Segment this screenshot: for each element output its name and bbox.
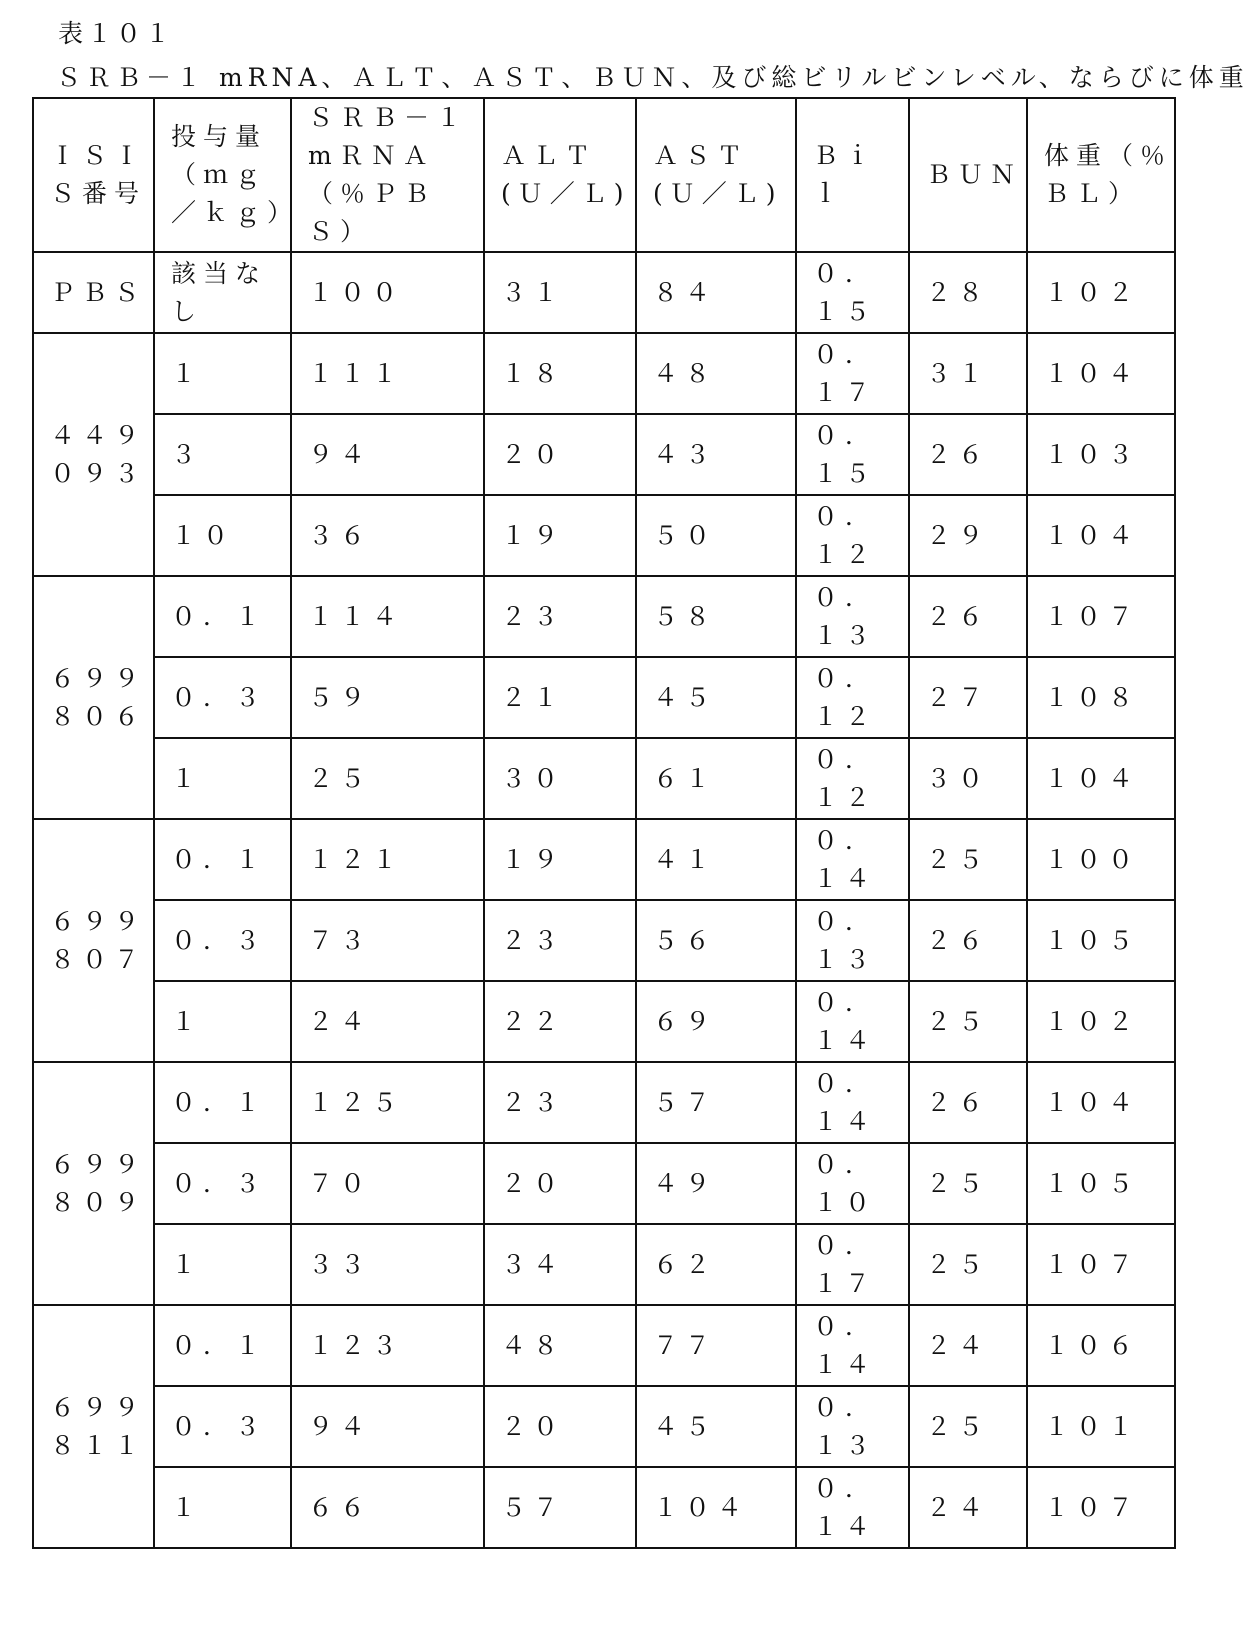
cell-body-weight: １０２ xyxy=(1027,252,1175,333)
cell-isis: ６９９８０６ xyxy=(33,576,154,819)
cell-bun: ２７ xyxy=(909,657,1027,738)
cell-body-weight: １０５ xyxy=(1027,900,1175,981)
cell-srb1-mrna: ９４ xyxy=(291,1386,484,1467)
cell-bun: ２６ xyxy=(909,900,1027,981)
cell-body-weight: １００ xyxy=(1027,819,1175,900)
cell-ast: ４８ xyxy=(636,333,796,414)
cell-srb1-mrna: ７３ xyxy=(291,900,484,981)
table-row xyxy=(33,495,1175,576)
table-row xyxy=(33,1143,1175,1224)
cell-bil: ０．１５ xyxy=(796,252,909,333)
cell-bun: ２５ xyxy=(909,1143,1027,1224)
cell-body-weight: １０４ xyxy=(1027,333,1175,414)
cell-bun: ３０ xyxy=(909,738,1027,819)
cell-isis: ＰＢＳ xyxy=(33,252,154,333)
cell-body-weight: １０２ xyxy=(1027,981,1175,1062)
cell-ast: １０４ xyxy=(636,1467,796,1548)
cell-dose: ０．１ xyxy=(154,1062,291,1143)
cell-ast: ４１ xyxy=(636,819,796,900)
cell-bil: ０．１２ xyxy=(796,738,909,819)
cell-bun: ２５ xyxy=(909,819,1027,900)
cell-bun: ２５ xyxy=(909,1224,1027,1305)
cell-ast: ５０ xyxy=(636,495,796,576)
cell-body-weight: １０６ xyxy=(1027,1305,1175,1386)
cell-ast: ４９ xyxy=(636,1143,796,1224)
table-row xyxy=(33,414,1175,495)
cell-body-weight: １０４ xyxy=(1027,1062,1175,1143)
cell-bil: ０．１４ xyxy=(796,1062,909,1143)
cell-ast: ５７ xyxy=(636,1062,796,1143)
cell-ast: ７７ xyxy=(636,1305,796,1386)
table-row xyxy=(33,576,1175,657)
cell-alt: ２３ xyxy=(484,576,636,657)
cell-alt: ４８ xyxy=(484,1305,636,1386)
cell-srb1-mrna: ３６ xyxy=(291,495,484,576)
table-body xyxy=(33,252,1175,1548)
cell-srb1-mrna: １１４ xyxy=(291,576,484,657)
cell-srb1-mrna: ７０ xyxy=(291,1143,484,1224)
table-row xyxy=(33,1467,1175,1548)
table-header xyxy=(33,98,1175,252)
cell-srb1-mrna: １００ xyxy=(291,252,484,333)
cell-dose: ０．３ xyxy=(154,900,291,981)
cell-bil: ０．１３ xyxy=(796,576,909,657)
cell-bil: ０．１４ xyxy=(796,1305,909,1386)
cell-isis: ６９９８０９ xyxy=(33,1062,154,1305)
cell-dose: ０．３ xyxy=(154,657,291,738)
cell-bun: ３１ xyxy=(909,333,1027,414)
table-number: 表１０１ xyxy=(58,19,175,48)
cell-isis: ６９９８１１ xyxy=(33,1305,154,1548)
table-row xyxy=(33,1305,1175,1386)
cell-bun: ２４ xyxy=(909,1467,1027,1548)
cell-dose: ０．１ xyxy=(154,1305,291,1386)
cell-bun: ２４ xyxy=(909,1305,1027,1386)
header-bil: Ｂｉｌ xyxy=(796,98,909,252)
cell-bil: ０．１４ xyxy=(796,1467,909,1548)
header-body-weight: 体重（％ＢＬ） xyxy=(1027,98,1175,252)
header-dose: 投与量（ｍｇ／ｋｇ） xyxy=(154,98,291,252)
cell-alt: １８ xyxy=(484,333,636,414)
cell-srb1-mrna: １２１ xyxy=(291,819,484,900)
cell-bil: ０．１２ xyxy=(796,657,909,738)
cell-alt: ５７ xyxy=(484,1467,636,1548)
cell-srb1-mrna: ２５ xyxy=(291,738,484,819)
cell-ast: ８４ xyxy=(636,252,796,333)
header-bun: ＢＵＮ xyxy=(909,98,1027,252)
cell-dose: １ xyxy=(154,738,291,819)
cell-body-weight: １０４ xyxy=(1027,495,1175,576)
cell-alt: １９ xyxy=(484,819,636,900)
cell-dose: ０．３ xyxy=(154,1386,291,1467)
cell-bil: ０．１７ xyxy=(796,333,909,414)
table-row xyxy=(33,1224,1175,1305)
cell-bun: ２５ xyxy=(909,981,1027,1062)
cell-ast: ６９ xyxy=(636,981,796,1062)
cell-srb1-mrna: ６６ xyxy=(291,1467,484,1548)
cell-srb1-mrna: ９４ xyxy=(291,414,484,495)
header-ast: ＡＳＴ(Ｕ／Ｌ) xyxy=(636,98,796,252)
cell-bil: ０．１３ xyxy=(796,1386,909,1467)
cell-alt: ２３ xyxy=(484,900,636,981)
cell-srb1-mrna: ２４ xyxy=(291,981,484,1062)
header-alt: ＡＬＴ(Ｕ／Ｌ) xyxy=(484,98,636,252)
cell-ast: ６２ xyxy=(636,1224,796,1305)
cell-srb1-mrna: １１１ xyxy=(291,333,484,414)
cell-alt: ２０ xyxy=(484,1386,636,1467)
cell-alt: ３１ xyxy=(484,252,636,333)
table-row xyxy=(33,252,1175,333)
cell-dose: １ xyxy=(154,333,291,414)
cell-alt: ３４ xyxy=(484,1224,636,1305)
cell-alt: ２３ xyxy=(484,1062,636,1143)
cell-srb1-mrna: ５９ xyxy=(291,657,484,738)
cell-dose: 該当なし xyxy=(154,252,291,333)
cell-ast: ４３ xyxy=(636,414,796,495)
cell-ast: ４５ xyxy=(636,1386,796,1467)
cell-ast: ５６ xyxy=(636,900,796,981)
cell-isis: ４４９０９３ xyxy=(33,333,154,576)
cell-body-weight: １０７ xyxy=(1027,1467,1175,1548)
cell-alt: １９ xyxy=(484,495,636,576)
cell-bun: ２９ xyxy=(909,495,1027,576)
cell-body-weight: １０７ xyxy=(1027,1224,1175,1305)
results-table xyxy=(32,97,1176,1549)
cell-body-weight: １０１ xyxy=(1027,1386,1175,1467)
cell-dose: ０．３ xyxy=(154,1143,291,1224)
cell-bil: ０．１５ xyxy=(796,414,909,495)
cell-body-weight: １０８ xyxy=(1027,657,1175,738)
header-row xyxy=(33,98,1175,252)
cell-alt: ２１ xyxy=(484,657,636,738)
header-srb1: ＳＲＢ－１ mＲＮＡ（％ＰＢＳ） xyxy=(291,98,484,252)
cell-isis: ６９９８０７ xyxy=(33,819,154,1062)
cell-dose: １ xyxy=(154,1467,291,1548)
cell-dose: ３ xyxy=(154,414,291,495)
table-row xyxy=(33,981,1175,1062)
cell-bun: ２６ xyxy=(909,1062,1027,1143)
cell-dose: ０．１ xyxy=(154,819,291,900)
cell-dose: １ xyxy=(154,1224,291,1305)
cell-alt: ２０ xyxy=(484,1143,636,1224)
table-row xyxy=(33,900,1175,981)
cell-srb1-mrna: ３３ xyxy=(291,1224,484,1305)
table-row xyxy=(33,333,1175,414)
cell-bil: ０．１４ xyxy=(796,819,909,900)
cell-ast: ５８ xyxy=(636,576,796,657)
cell-dose: １ xyxy=(154,981,291,1062)
cell-bil: ０．１０ xyxy=(796,1143,909,1224)
cell-bil: ０．１７ xyxy=(796,1224,909,1305)
cell-bil: ０．１３ xyxy=(796,900,909,981)
table-title: ＳＲＢ－１ mRNA、ＡＬＴ、ＡＳＴ、ＢＵＮ、及び総ビリルビンレベル、ならびに体重 xyxy=(56,63,1249,92)
cell-bil: ０．１４ xyxy=(796,981,909,1062)
cell-alt: ２０ xyxy=(484,414,636,495)
cell-bil: ０．１２ xyxy=(796,495,909,576)
cell-body-weight: １０５ xyxy=(1027,1143,1175,1224)
cell-body-weight: １０４ xyxy=(1027,738,1175,819)
cell-alt: ２２ xyxy=(484,981,636,1062)
cell-bun: ２８ xyxy=(909,252,1027,333)
header-isis: ＩＳＩＳ番号 xyxy=(33,98,154,252)
cell-bun: ２６ xyxy=(909,576,1027,657)
cell-bun: ２５ xyxy=(909,1386,1027,1467)
table-row xyxy=(33,1386,1175,1467)
cell-body-weight: １０７ xyxy=(1027,576,1175,657)
cell-dose: ０．１ xyxy=(154,576,291,657)
table-row xyxy=(33,657,1175,738)
cell-dose: １０ xyxy=(154,495,291,576)
cell-srb1-mrna: １２５ xyxy=(291,1062,484,1143)
cell-alt: ３０ xyxy=(484,738,636,819)
cell-ast: ６１ xyxy=(636,738,796,819)
table-row xyxy=(33,738,1175,819)
cell-bun: ２６ xyxy=(909,414,1027,495)
table-row xyxy=(33,1062,1175,1143)
cell-srb1-mrna: １２３ xyxy=(291,1305,484,1386)
cell-body-weight: １０３ xyxy=(1027,414,1175,495)
table-row xyxy=(33,819,1175,900)
cell-ast: ４５ xyxy=(636,657,796,738)
